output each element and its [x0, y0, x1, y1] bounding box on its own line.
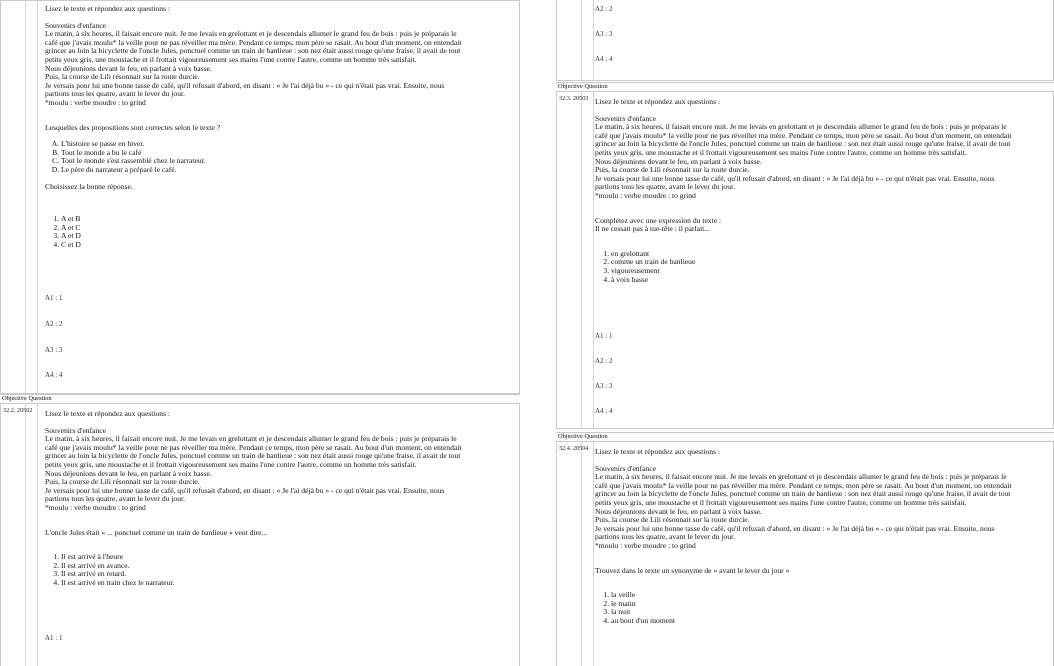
text-line: Je versais pour lui une bonne tasse de café, qu'il refusait d'abord, en disant : « Je l'ai déjà bu » - ce qui n'était pas vrai. Ensuite, nous [595, 523, 995, 533]
gutter-inner [581, 0, 594, 80]
choice-item: 3. la nuit [611, 608, 1049, 617]
statements-list [45, 140, 515, 174]
footnote: *moulu : verbe moudre : to grind [595, 540, 696, 550]
question-prompt: Complétez avec une expression du texte : [595, 215, 722, 225]
text-line: petits yeux gris, une moustache et il frottait vigoureusement ses mains l'une contre l'autre, comme un homme très satisfait. [595, 497, 967, 507]
right-column [556, 0, 1054, 666]
choice-item: 3. A et D [61, 232, 515, 241]
choices-list [595, 250, 1049, 284]
answer-key: A4 : 4 [595, 55, 613, 63]
text-line: partions tous les quatre, avant le lever du jour. [595, 182, 736, 192]
text-line: café que j'avais moulu* la veille pour ne pas réveiller ma mère. Pendant ce temps, mon père se rasait. Au bout d'un moment, on entendait [595, 130, 1012, 140]
text-line: Puis, la course de Lili résonnait sur la route durcie. [45, 72, 200, 82]
row-gutter [1, 404, 38, 666]
text-line: grincer au loin la bicyclette de l'oncle Jules, ponctuel comme un train de banlieue : son nez était aussi rouge qu'une fraise, il avait de tout [595, 489, 1011, 499]
text-title: Souvenirs d'enfance [45, 425, 107, 435]
text-line: petits yeux gris, une moustache et il frottait vigoureusement ses mains l'une contre l'autre, comme un homme très satisfait. [595, 147, 967, 157]
text-line: café que j'avais moulu* la veille pour ne pas réveiller ma mère. Pendant ce temps, mon père se rasait. Au bout d'un moment, on entendait [45, 37, 462, 47]
question-4-content [595, 448, 1049, 626]
question-4-frame [556, 441, 1054, 666]
question-sentence: Il ne cessait pas à tue-tête : il parlait... [595, 224, 710, 234]
answer-key: A3 : 3 [595, 30, 613, 38]
question-header: Objective Question [556, 82, 1054, 92]
text-line: petits yeux gris, une moustache et il frottait vigoureusement ses mains l'une contre l'autre, comme un homme très satisfait. [45, 54, 417, 64]
text-title: Souvenirs d'enfance [595, 113, 657, 123]
answer-key: A2 : 2 [595, 5, 613, 13]
answer-key: A4 : 4 [595, 407, 613, 415]
gutter-inner [25, 1, 38, 393]
instruction: Lisez le texte et répondez aux questions : [45, 4, 171, 13]
choice-item: 1. A et B [61, 215, 515, 224]
choice-item: 2. Il est arrivé en avance. [61, 562, 515, 571]
gutter-inner [581, 92, 594, 428]
answer-key: A1 : 1 [595, 332, 613, 340]
row-gutter [557, 0, 594, 80]
choice-item: 3. Il est arrivé en retard. [61, 570, 515, 579]
statement-item: A. L'histoire se passe en hiver. [61, 140, 515, 149]
text-line: Puis, la course de Lili résonnait sur la route durcie. [595, 165, 750, 175]
text-line: Je versais pour lui une bonne tasse de café, qu'il refusait d'abord, en disant : « Je l'ai déjà bu » - ce qui n'était pas vrai. Ensuite, nous [45, 485, 445, 495]
question-id: 32.3. 20503 [559, 95, 589, 102]
footnote: *moulu : verbe moudre : to grind [45, 502, 146, 512]
choices-list [595, 591, 1049, 625]
text-line: partions tous les quatre, avant le lever du jour. [45, 494, 186, 504]
text-line: Le matin, à six heures, il faisait encore nuit. Je me levais en grelottant et je descendais allumer le grand feu de bois : puis je préparais le [595, 122, 1007, 132]
choose-instruction: Choisissez la bonne réponse. [45, 181, 133, 191]
answer-key: A3 : 3 [45, 346, 63, 354]
footnote: *moulu : verbe moudre : to grind [595, 190, 696, 200]
text-line: Puis, la course de Lili résonnait sur la route durcie. [595, 515, 750, 525]
question-header: Objective Question [0, 394, 520, 404]
choice-item: 2. comme un train de banlieue [611, 258, 1049, 267]
choice-item: 1. la veille [611, 591, 1049, 600]
row-gutter [557, 442, 594, 666]
statement-item: C. Tout le monde s'est rassemblé chez le narrateur. [61, 157, 515, 166]
instruction: Lisez le texte et répondez aux questions : [45, 409, 171, 418]
statement-item: D. Le père du narrateur a préparé le café. [61, 166, 515, 175]
choice-item: 1. Il est arrivé à l'heure [61, 553, 515, 562]
previous-question-frame [556, 0, 1054, 81]
choice-item: 4. à voix basse [611, 276, 1049, 285]
answer-key: A4 : 4 [45, 371, 63, 379]
question-prompt: Lesquelles des propositions sont correctes selon le texte ? [45, 122, 221, 132]
choice-item: 1. en grelottant [611, 250, 1049, 259]
question-header: Objective Question [556, 432, 1054, 442]
question-1-content [45, 5, 515, 249]
choice-item: 4. Il est arrivé en train chez le narrateur. [61, 579, 515, 588]
text-line: grincer au loin la bicyclette de l'oncle Jules, ponctuel comme un train de banlieue : son nez était aussi rouge qu'une fraise, il avait de tout [45, 46, 461, 56]
row-gutter [557, 92, 594, 428]
answer-key: A2 : 2 [45, 320, 63, 328]
row-gutter [1, 1, 38, 393]
text-title: Souvenirs d'enfance [595, 463, 657, 473]
text-line: café que j'avais moulu* la veille pour ne pas réveiller ma mère. Pendant ce temps, mon père se rasait. Au bout d'un moment, on entendait [595, 480, 1012, 490]
text-line: Nous déjeunions devant le feu, en parlant à voix basse. [45, 63, 212, 73]
text-line: petits yeux gris, une moustache et il frottait vigoureusement ses mains l'une contre l'autre, comme un homme très satisfait. [45, 459, 417, 469]
choices-list [45, 215, 515, 249]
question-3-content [595, 98, 1049, 284]
question-id: 32.4. 20504 [559, 445, 589, 452]
left-column [0, 0, 520, 666]
text-line: Nous déjeunions devant le feu, en parlant à voix basse. [595, 156, 762, 166]
statement-item: B. Tout le monde a bu le café [61, 149, 515, 158]
answer-key: A1 : 1 [45, 634, 63, 642]
question-2-content [45, 410, 515, 588]
text-line: Le matin, à six heures, il faisait encore nuit. Je me levais en grelottant et je descendais allumer le grand feu de bois : puis je préparais le [45, 29, 457, 39]
question-1-frame [0, 0, 520, 394]
choice-item: 4. C et D [61, 241, 515, 250]
text-line: Nous déjeunions devant le feu, en parlant à voix basse. [595, 506, 762, 516]
question-2-frame [0, 403, 520, 666]
choice-item: 4. au bout d'un moment [611, 617, 1049, 626]
text-line: grincer au loin la bicyclette de l'oncle Jules, ponctuel comme un train de banlieue : son nez était aussi rouge qu'une fraise, il avait de tout [595, 139, 1011, 149]
text-title: Souvenirs d'enfance [45, 20, 107, 30]
footnote: *moulu : verbe moudre : to grind [45, 97, 146, 107]
text-line: Je versais pour lui une bonne tasse de café, qu'il refusait d'abord, en disant : « Je l'ai déjà bu » - ce qui n'était pas vrai. Ensuite, nous [45, 80, 445, 90]
question-prompt: Trouvez dans le texte un synonyme de « avant le lever du jour » [595, 565, 790, 575]
instruction: Lisez le texte et répondez aux questions : [595, 97, 721, 106]
choice-item: 2. le matin [611, 600, 1049, 609]
answer-key: A3 : 3 [595, 382, 613, 390]
text-line: partions tous les quatre, avant le lever du jour. [595, 532, 736, 542]
instruction: Lisez le texte et répondez aux questions : [595, 447, 721, 456]
gutter-inner [581, 442, 594, 666]
gutter-inner [25, 404, 38, 666]
text-line: partions tous les quatre, avant le lever du jour. [45, 89, 186, 99]
choice-item: 2. A et C [61, 224, 515, 233]
text-line: Le matin, à six heures, il faisait encore nuit. Je me levais en grelottant et je descendais allumer le grand feu de bois : puis je préparais le [45, 434, 457, 444]
question-3-frame [556, 91, 1054, 429]
text-line: grincer au loin la bicyclette de l'oncle Jules, ponctuel comme un train de banlieue : son nez était aussi rouge qu'une fraise, il avait de tout [45, 451, 461, 461]
choices-list [45, 553, 515, 587]
text-line: Je versais pour lui une bonne tasse de café, qu'il refusait d'abord, en disant : « Je l'ai déjà bu » - ce qui n'était pas vrai. Ensuite, nous [595, 173, 995, 183]
question-id: 32.2. 20502 [3, 407, 33, 414]
question-prompt: L'oncle Jules était « ... ponctuel comme un train de banlieue » veut dire... [45, 527, 268, 537]
answer-key: A2 : 2 [595, 357, 613, 365]
text-line: Nous déjeunions devant le feu, en parlant à voix basse. [45, 468, 212, 478]
answer-key: A1 : 1 [45, 294, 63, 302]
text-line: Puis, la course de Lili résonnait sur la route durcie. [45, 477, 200, 487]
text-line: café que j'avais moulu* la veille pour ne pas réveiller ma mère. Pendant ce temps, mon père se rasait. Au bout d'un moment, on entendait [45, 442, 462, 452]
text-line: Le matin, à six heures, il faisait encore nuit. Je me levais en grelottant et je descendais allumer le grand feu de bois : puis je préparais le [595, 472, 1007, 482]
choice-item: 3. vigoureusement [611, 267, 1049, 276]
